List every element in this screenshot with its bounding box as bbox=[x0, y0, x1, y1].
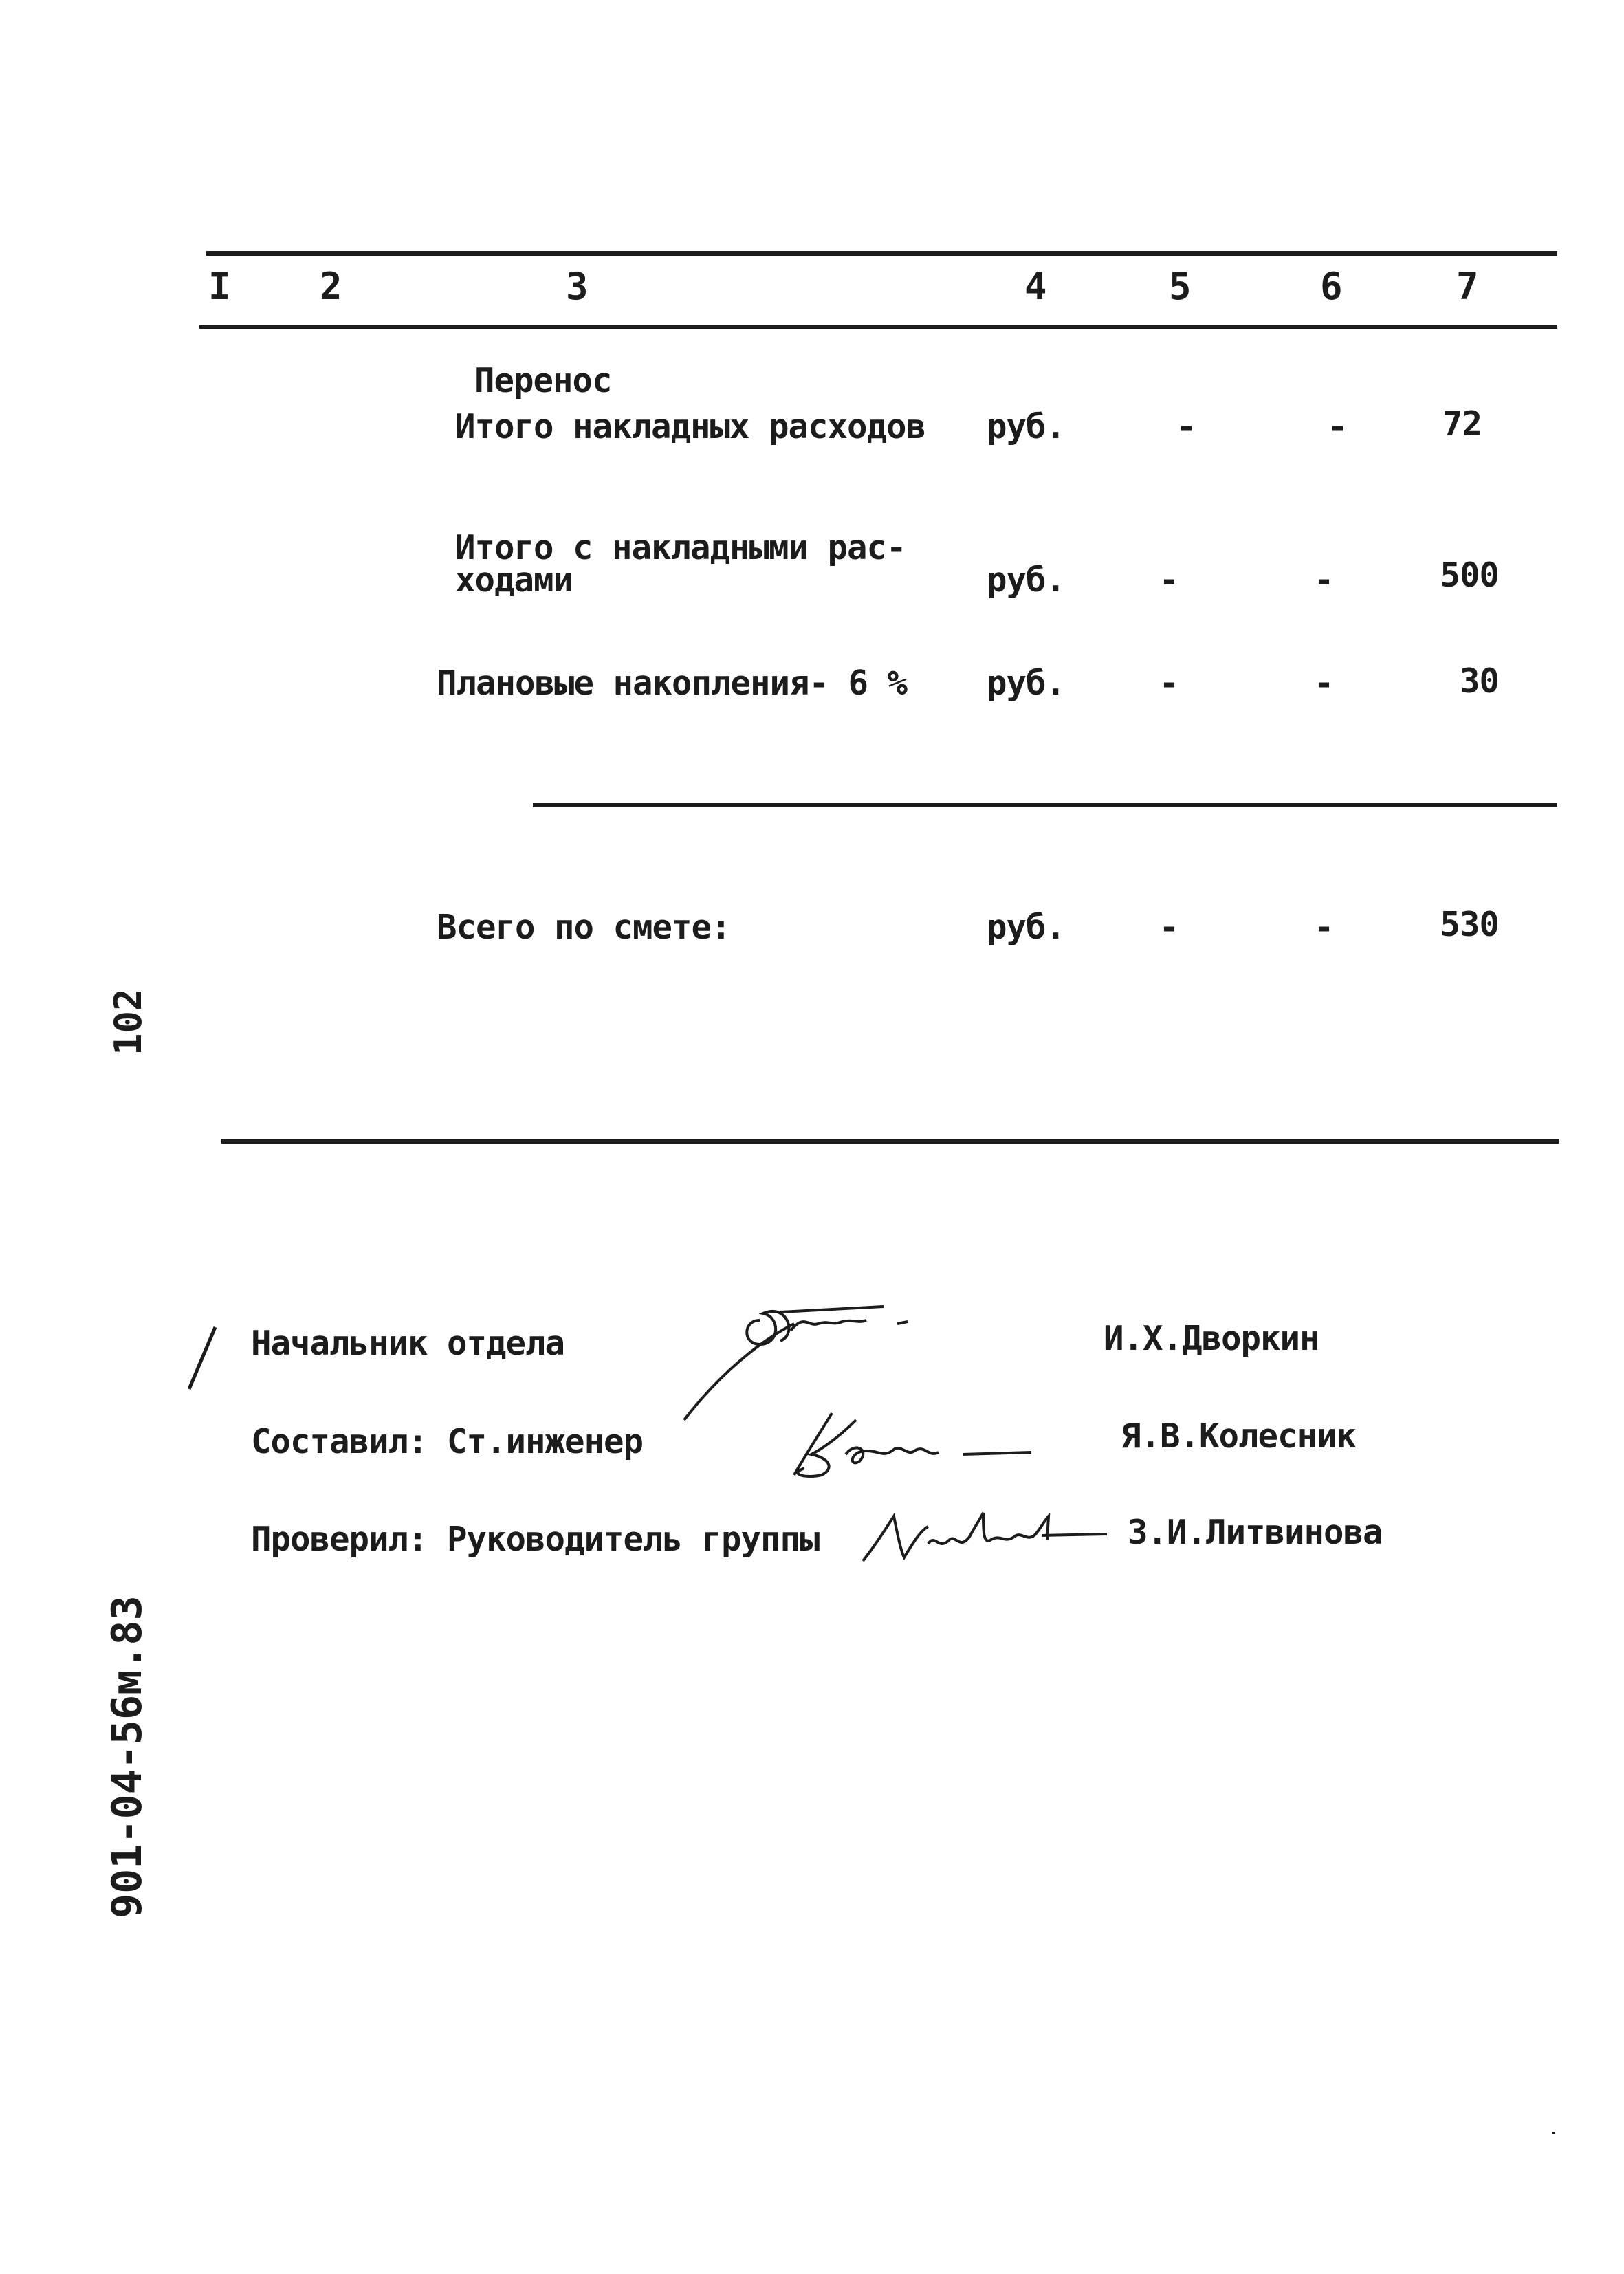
column-header-7: 7 bbox=[1456, 265, 1479, 308]
row-col7: 72 bbox=[1442, 404, 1482, 444]
row-unit: руб. bbox=[987, 560, 1066, 600]
total-col5: - bbox=[1159, 908, 1179, 947]
column-header-2: 2 bbox=[320, 265, 342, 308]
row-col7: 30 bbox=[1459, 662, 1499, 701]
row-col6: - bbox=[1327, 407, 1348, 446]
margin-slash-mark bbox=[182, 1324, 223, 1392]
handwritten-signature bbox=[780, 1403, 1055, 1485]
column-header-5: 5 bbox=[1169, 265, 1192, 308]
page-number: 102 bbox=[107, 988, 150, 1056]
row-col6: - bbox=[1313, 664, 1334, 703]
row-lead-text: Перенос bbox=[474, 361, 612, 400]
column-header-6: 6 bbox=[1320, 265, 1343, 308]
handwritten-signature bbox=[856, 1502, 1117, 1571]
row-label-line2: ходами bbox=[455, 560, 573, 600]
row-label: Плановые накопления- 6 % bbox=[437, 664, 908, 703]
document-code: 901-04-56м.83 bbox=[103, 1595, 151, 1918]
column-header-1: I bbox=[208, 265, 231, 308]
total-label: Всего по смете: bbox=[437, 908, 731, 947]
signature-role: Составил: Ст.инженер bbox=[251, 1422, 644, 1461]
row-unit: руб. bbox=[987, 664, 1066, 703]
column-header-3: 3 bbox=[566, 265, 589, 308]
signature-role: Проверил: Руководитель группы bbox=[251, 1520, 820, 1559]
signature-name: И.Х.Дворкин bbox=[1104, 1319, 1319, 1358]
signature-name: З.И.Литвинова bbox=[1128, 1513, 1383, 1552]
column-header-4: 4 bbox=[1024, 265, 1047, 308]
row-col5: - bbox=[1176, 407, 1196, 446]
signature-name: Я.В.Колесник bbox=[1121, 1417, 1357, 1456]
row-label-line1: Итого с накладными рас- bbox=[455, 528, 906, 567]
row-col5: - bbox=[1159, 560, 1179, 600]
subtotal-rule bbox=[533, 803, 1557, 807]
total-col7: 530 bbox=[1440, 905, 1499, 944]
header-bottom-rule bbox=[199, 325, 1557, 329]
row-col7: 500 bbox=[1440, 556, 1499, 595]
row-col6: - bbox=[1313, 560, 1334, 600]
bottom-rule bbox=[221, 1139, 1559, 1144]
total-unit: руб. bbox=[987, 908, 1066, 947]
row-label: Итого накладных расходов bbox=[455, 407, 926, 446]
header-top-rule bbox=[206, 251, 1557, 256]
signature-role: Начальник отдела bbox=[251, 1324, 565, 1363]
scan-speck bbox=[1552, 2132, 1555, 2134]
total-col6: - bbox=[1313, 908, 1334, 947]
row-unit: руб. bbox=[987, 407, 1066, 446]
row-col5: - bbox=[1159, 664, 1179, 703]
